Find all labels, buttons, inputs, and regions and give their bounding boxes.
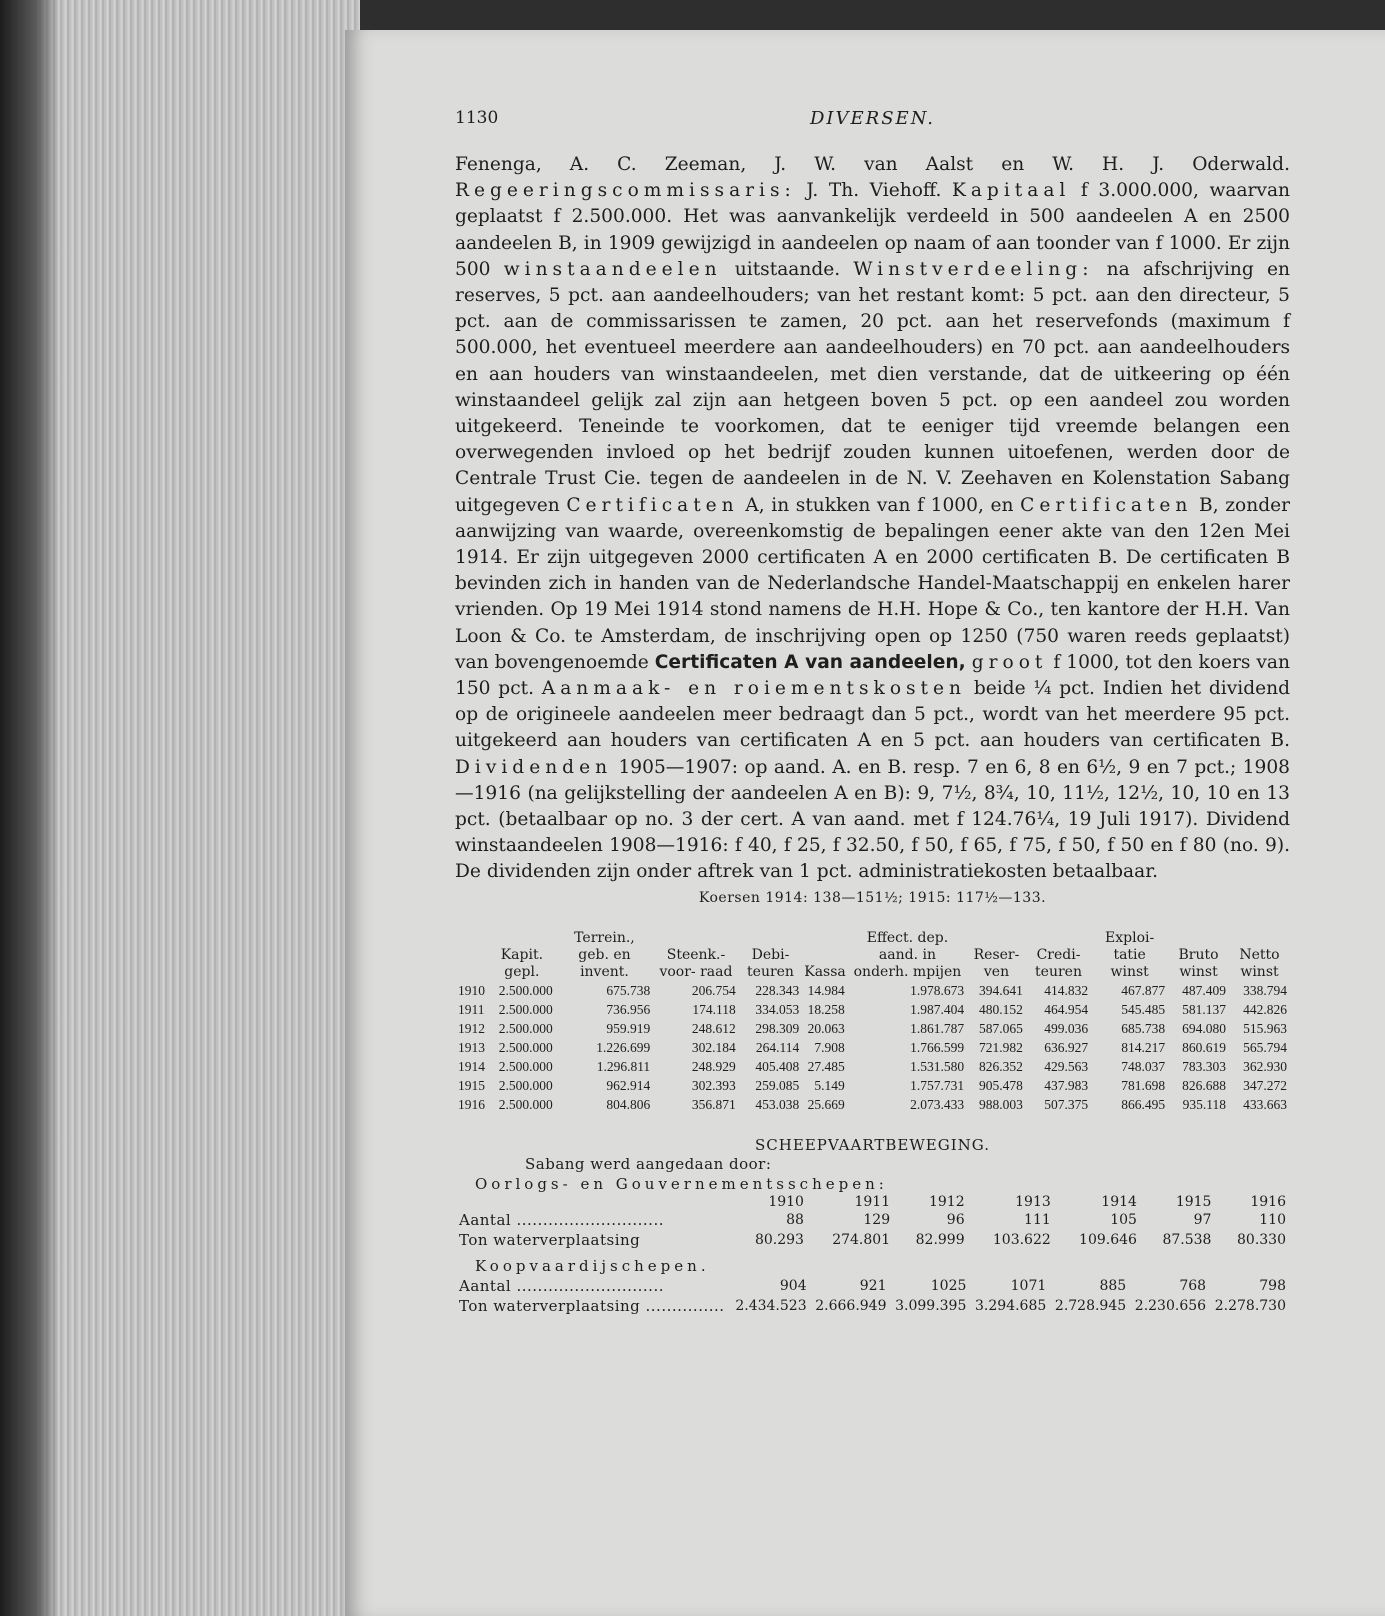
value-cell: 334.053: [755, 1001, 800, 1017]
value-cell: 1.861.787: [910, 1020, 965, 1036]
value-cell: 904: [779, 1277, 807, 1294]
paragraph-segment: winstaandeelen: [503, 258, 722, 280]
paragraph-segment: groot: [971, 651, 1048, 673]
value-cell: 2.500.000: [498, 982, 553, 998]
value-cell: 962.914: [606, 1077, 651, 1093]
financial-table-header: [455, 930, 1290, 981]
paragraph-segment: f 1000, tot den koers van 150 pct.: [455, 651, 1290, 700]
value-cell: 96: [946, 1211, 965, 1228]
row-label: Ton waterverplaatsing ...............: [459, 1296, 725, 1315]
year-header-row: [455, 1194, 1290, 1210]
value-cell: 298.309: [755, 1020, 800, 1036]
value-cell: 2.500.000: [498, 1058, 553, 1074]
financial-column-header: Netto winst: [1239, 946, 1280, 980]
book-page-edges: [0, 0, 360, 1616]
value-cell: 826.352: [978, 1058, 1023, 1074]
financial-column-header: Credi- teuren: [1035, 946, 1082, 980]
value-cell: 988.003: [978, 1096, 1023, 1112]
financial-table: [455, 930, 1290, 1114]
value-cell: 27.485: [807, 1058, 845, 1074]
value-cell: 1.766.599: [910, 1039, 965, 1055]
value-cell: 1.987.404: [910, 1001, 965, 1017]
value-cell: 885: [1099, 1277, 1127, 1294]
value-cell: 174.118: [692, 1001, 736, 1017]
paragraph-segment: Fenenga, A. C. Zeeman, J. W. van Aalst en W. H. J. Oderwald.: [455, 154, 1290, 175]
year-cell: 1916: [458, 1096, 485, 1112]
value-cell: 675.738: [606, 982, 651, 998]
shipping-group2-label: Koopvaardijschepen.: [475, 1256, 710, 1275]
shipping-intro: Sabang werd aangedaan door:: [525, 1154, 772, 1173]
paragraph-segment: B, zonder aanwijzing van waarde, overeenkomstig de bepalingen eener akte van den 12en Mei 1914. Er zijn uitgegeven 2000 certificaten A en 2000 certificaten B. De certificaten B bevinden zich in handen van de Nederlandsche Handel-Maatschappij en enkelen harer vrienden. Op 19 Mei 1914 stond namens de H.H. Hope & Co., ten kantore der H.H. Van Loon & Co. te Amsterdam, de inschrijving open op 1250 (750 waren reeds geplaatst) van bovengenoemde: [455, 494, 1291, 673]
year-header: 1913: [1015, 1193, 1051, 1210]
value-cell: 499.036: [1044, 1020, 1089, 1036]
table-row: [455, 1057, 1290, 1076]
value-cell: 2.500.000: [498, 1001, 553, 1017]
financial-column-header: Kapit. gepl.: [500, 946, 544, 980]
value-cell: 921: [859, 1277, 887, 1294]
table-row: [455, 1296, 1290, 1316]
value-cell: 1071: [1010, 1277, 1047, 1294]
paragraph-segment: f 3.000.000, waarvan geplaatst f 2.500.000. Het was aanvankelijk verdeeld in 500 aandeelen A en 2500 aandeelen B, in 1909 gewijzigd in aandeelen op naam of aan toonder van f 1000. Er zijn 500: [455, 180, 1291, 280]
value-cell: 685.738: [1121, 1020, 1166, 1036]
value-cell: 80.293: [754, 1231, 804, 1248]
financial-column-header: Effect. dep. aand. in onderh. mpijen: [853, 929, 962, 980]
year-header: 1914: [1101, 1193, 1137, 1210]
paragraph-segment: na afschrijving en reserves, 5 pct. aan aandeelhouders; van het restant komt: 5 pct. aan den directeur, 5 pct. aan de commissarissen te zamen, 20 pct. aan het reservefonds (maximum f 500.000, het eventueel meerdere aan aandeelhouders) en 70 pct. aan aandeelhouders en aan houders van winstaandeelen, met dien verstande, dat de uitkeering op één winstaandeel gelijk zal zijn aan hetgeen boven 5 pct. op een aandeel zou worden uitgekeerd. Teneinde te voorkomen, dat te eeniger tijd vreemde belangen een overwegenden invloed op het bedrijf zouden kunnen uitoefenen, werden door de Centrale Trust Cie. tegen de aandeelen in de N. V. Zeehaven en Kolenstation Sabang uitgegeven: [455, 258, 1290, 516]
value-cell: 905.478: [978, 1077, 1023, 1093]
year-header: 1911: [854, 1193, 891, 1210]
value-cell: 2.073.433: [910, 1096, 965, 1112]
shipping-table-group1: [455, 1194, 1290, 1250]
value-cell: 302.184: [691, 1039, 736, 1055]
table-row: [455, 1000, 1290, 1019]
financial-column-header: Exploi- tatie winst: [1105, 929, 1155, 980]
body-paragraph: [455, 152, 1290, 886]
value-cell: 581.137: [1182, 1001, 1226, 1017]
value-cell: 2.728.945: [1054, 1297, 1127, 1314]
row-label: Aantal ............................: [459, 1276, 664, 1295]
book-page: [345, 30, 1385, 1616]
financial-table-body: [455, 981, 1290, 1114]
value-cell: 405.408: [755, 1058, 800, 1074]
value-cell: 206.754: [691, 982, 736, 998]
paragraph-segment: Dividenden: [455, 756, 613, 778]
value-cell: 129: [863, 1211, 891, 1228]
value-cell: 82.999: [915, 1231, 965, 1248]
year-cell: 1912: [458, 1020, 485, 1036]
table-row: [455, 1230, 1290, 1250]
row-label: Aantal ............................: [459, 1210, 664, 1229]
page-number: 1130: [455, 108, 499, 128]
value-cell: 228.343: [755, 982, 800, 998]
value-cell: 5.149: [814, 1077, 845, 1093]
page-content: [455, 108, 1290, 1316]
value-cell: 694.080: [1182, 1020, 1226, 1036]
financial-column-header: Kassa: [804, 963, 846, 980]
value-cell: 7.908: [814, 1039, 845, 1055]
paragraph-segment: Certificaten: [566, 494, 739, 516]
value-cell: 507.375: [1044, 1096, 1089, 1112]
value-cell: 783.303: [1182, 1058, 1226, 1074]
value-cell: 1.531.580: [910, 1058, 965, 1074]
value-cell: 480.152: [978, 1001, 1023, 1017]
value-cell: 2.500.000: [498, 1020, 553, 1036]
value-cell: 804.806: [606, 1096, 651, 1112]
financial-column-header: [455, 930, 488, 981]
value-cell: 109.646: [1079, 1231, 1137, 1248]
paragraph-segment: Winstverdeeling:: [853, 258, 1094, 280]
year-cell: 1910: [458, 982, 485, 998]
blank-header: [455, 1194, 733, 1210]
year-cell: 1911: [458, 1001, 485, 1017]
value-cell: 2.500.000: [498, 1039, 553, 1055]
value-cell: 347.272: [1243, 1077, 1287, 1093]
value-cell: 2.434.523: [735, 1297, 807, 1314]
year-cell: 1914: [458, 1058, 485, 1074]
value-cell: 274.801: [832, 1231, 891, 1248]
value-cell: 515.963: [1243, 1020, 1287, 1036]
value-cell: 826.688: [1182, 1077, 1226, 1093]
financial-column-header: Reser- ven: [973, 946, 1020, 980]
value-cell: 768: [1179, 1277, 1207, 1294]
value-cell: 442.826: [1243, 1001, 1287, 1017]
value-cell: 1.978.673: [910, 982, 965, 998]
paragraph-segment: uitstaande.: [721, 258, 854, 280]
value-cell: 248.612: [691, 1020, 736, 1036]
value-cell: 453.038: [755, 1096, 800, 1112]
value-cell: 433.663: [1243, 1096, 1287, 1112]
value-cell: 414.832: [1044, 982, 1089, 998]
binding-shadow: [0, 0, 60, 1616]
year-header: 1915: [1175, 1193, 1212, 1210]
value-cell: 264.114: [755, 1039, 800, 1055]
value-cell: 748.037: [1121, 1058, 1166, 1074]
paragraph-segment: 1905—1907: op aand. A. en B. resp. 7 en 6, 8 en 6½, 9 en 7 pct.; 1908—1916 (na gelijkstelling der aandeelen A en B): 9, 7½, 8¾, 10, 11½, 12½, 10, 10 en 13 pct. (betaalbaar op no. 3 der cert. A van aand. met f 124.76¼, 19 Juli 1917). Dividend winstaandeelen 1908—1916: f 40, f 25, f 32.50, f 50, f 65, f 75, f 50, f 50 en f 80 (no. 9). De dividenden zijn onder aftrek van 1 pct. administratiekosten betaalbaar.: [455, 756, 1290, 883]
table-row: [455, 1019, 1290, 1038]
value-cell: 302.393: [691, 1077, 736, 1093]
value-cell: 487.409: [1182, 982, 1226, 998]
financial-column-header: Terrein., geb. en invent.: [574, 929, 635, 980]
value-cell: 394.641: [978, 982, 1023, 998]
value-cell: 3.294.685: [975, 1297, 1047, 1314]
shipping-title: SCHEEPVAARTBEWEGING.: [755, 1135, 990, 1154]
table-row: [455, 1210, 1290, 1230]
row-label: Ton waterverplaatsing: [459, 1230, 641, 1249]
value-cell: 2.666.949: [815, 1297, 887, 1314]
value-cell: 88: [786, 1211, 804, 1228]
value-cell: 464.954: [1044, 1001, 1089, 1017]
value-cell: 2.500.000: [498, 1096, 553, 1112]
value-cell: 14.984: [807, 982, 845, 998]
value-cell: 814.217: [1121, 1039, 1166, 1055]
value-cell: 429.563: [1044, 1058, 1089, 1074]
value-cell: 781.698: [1121, 1077, 1166, 1093]
value-cell: 3.099.395: [895, 1297, 967, 1314]
paragraph-segment: Certificaten: [1020, 494, 1193, 516]
value-cell: 97: [1193, 1211, 1212, 1228]
financial-column-header: Debi- teuren: [747, 946, 794, 980]
value-cell: 2.230.656: [1134, 1297, 1207, 1314]
paragraph-segment: Kapitaal: [951, 180, 1071, 202]
value-cell: 636.927: [1044, 1039, 1089, 1055]
shipping-table-group2: [455, 1276, 1290, 1316]
paragraph-segment: J. Th. Viehoff.: [795, 180, 952, 202]
table-row: [455, 1095, 1290, 1114]
value-cell: 20.063: [807, 1020, 845, 1036]
value-cell: 860.619: [1182, 1039, 1226, 1055]
koersen-line: Koersen 1914: 138—151½; 1915: 117½—133.: [698, 889, 1047, 906]
value-cell: 111: [1024, 1211, 1051, 1228]
value-cell: 467.877: [1121, 982, 1166, 998]
value-cell: 362.930: [1243, 1058, 1287, 1074]
value-cell: 103.622: [992, 1231, 1051, 1248]
paragraph-segment: A, in stukken van f 1000, en: [738, 494, 1021, 516]
year-header: 1916: [1250, 1193, 1286, 1210]
year-cell: 1915: [458, 1077, 485, 1093]
value-cell: 87.538: [1162, 1231, 1212, 1248]
value-cell: 2.278.730: [1214, 1297, 1286, 1314]
value-cell: 259.085: [755, 1077, 800, 1093]
value-cell: 721.982: [978, 1039, 1023, 1055]
value-cell: 736.956: [606, 1001, 651, 1017]
value-cell: 1.226.699: [596, 1039, 651, 1055]
value-cell: 110: [1259, 1211, 1286, 1228]
year-header: 1912: [928, 1193, 965, 1210]
year-cell: 1913: [458, 1039, 485, 1055]
value-cell: 935.118: [1182, 1096, 1226, 1112]
value-cell: 18.258: [807, 1001, 845, 1017]
value-cell: 959.919: [606, 1020, 651, 1036]
value-cell: 866.495: [1121, 1096, 1166, 1112]
value-cell: 437.983: [1044, 1077, 1089, 1093]
table-row: [455, 981, 1290, 1000]
shipping-group1-label: Oorlogs- en Gouvernementsschepen:: [475, 1174, 888, 1193]
value-cell: 248.929: [691, 1058, 736, 1074]
paragraph-segment: Certificaten A van aandeelen,: [654, 651, 966, 673]
value-cell: 2.500.000: [498, 1077, 553, 1093]
value-cell: 587.065: [978, 1020, 1023, 1036]
table-row: [455, 1076, 1290, 1095]
financial-column-header: Bruto winst: [1178, 946, 1219, 980]
table-row: [455, 1276, 1290, 1296]
value-cell: 356.871: [691, 1096, 736, 1112]
value-cell: 25.669: [807, 1096, 845, 1112]
financial-column-header: Steenk.- voor- raad: [659, 946, 733, 980]
value-cell: 105: [1110, 1211, 1137, 1228]
value-cell: 1.296.811: [596, 1058, 651, 1074]
value-cell: 545.485: [1121, 1001, 1166, 1017]
value-cell: 798: [1259, 1277, 1286, 1294]
paragraph-segment: Regeeringscommissaris:: [455, 180, 796, 202]
paragraph-segment: beide ¼ pct. Indien het dividend op de origineele aandeelen meer bedraagt dan 5 pct., wordt van het meerdere 95 pct. uitgekeerd aan houders van certificaten A en 5 pct. aan houders van certificaten B.: [455, 678, 1290, 752]
running-header: [455, 108, 1290, 142]
table-row: [455, 1038, 1290, 1057]
paragraph-segment: Aanmaak- en roiementskosten: [541, 678, 967, 700]
value-cell: 1.757.731: [910, 1077, 965, 1093]
value-cell: 338.794: [1243, 982, 1287, 998]
running-title: DIVERSEN.: [809, 108, 936, 129]
value-cell: 1025: [930, 1277, 967, 1294]
value-cell: 565.794: [1243, 1039, 1287, 1055]
year-header: 1910: [768, 1193, 804, 1210]
value-cell: 80.330: [1237, 1231, 1286, 1248]
